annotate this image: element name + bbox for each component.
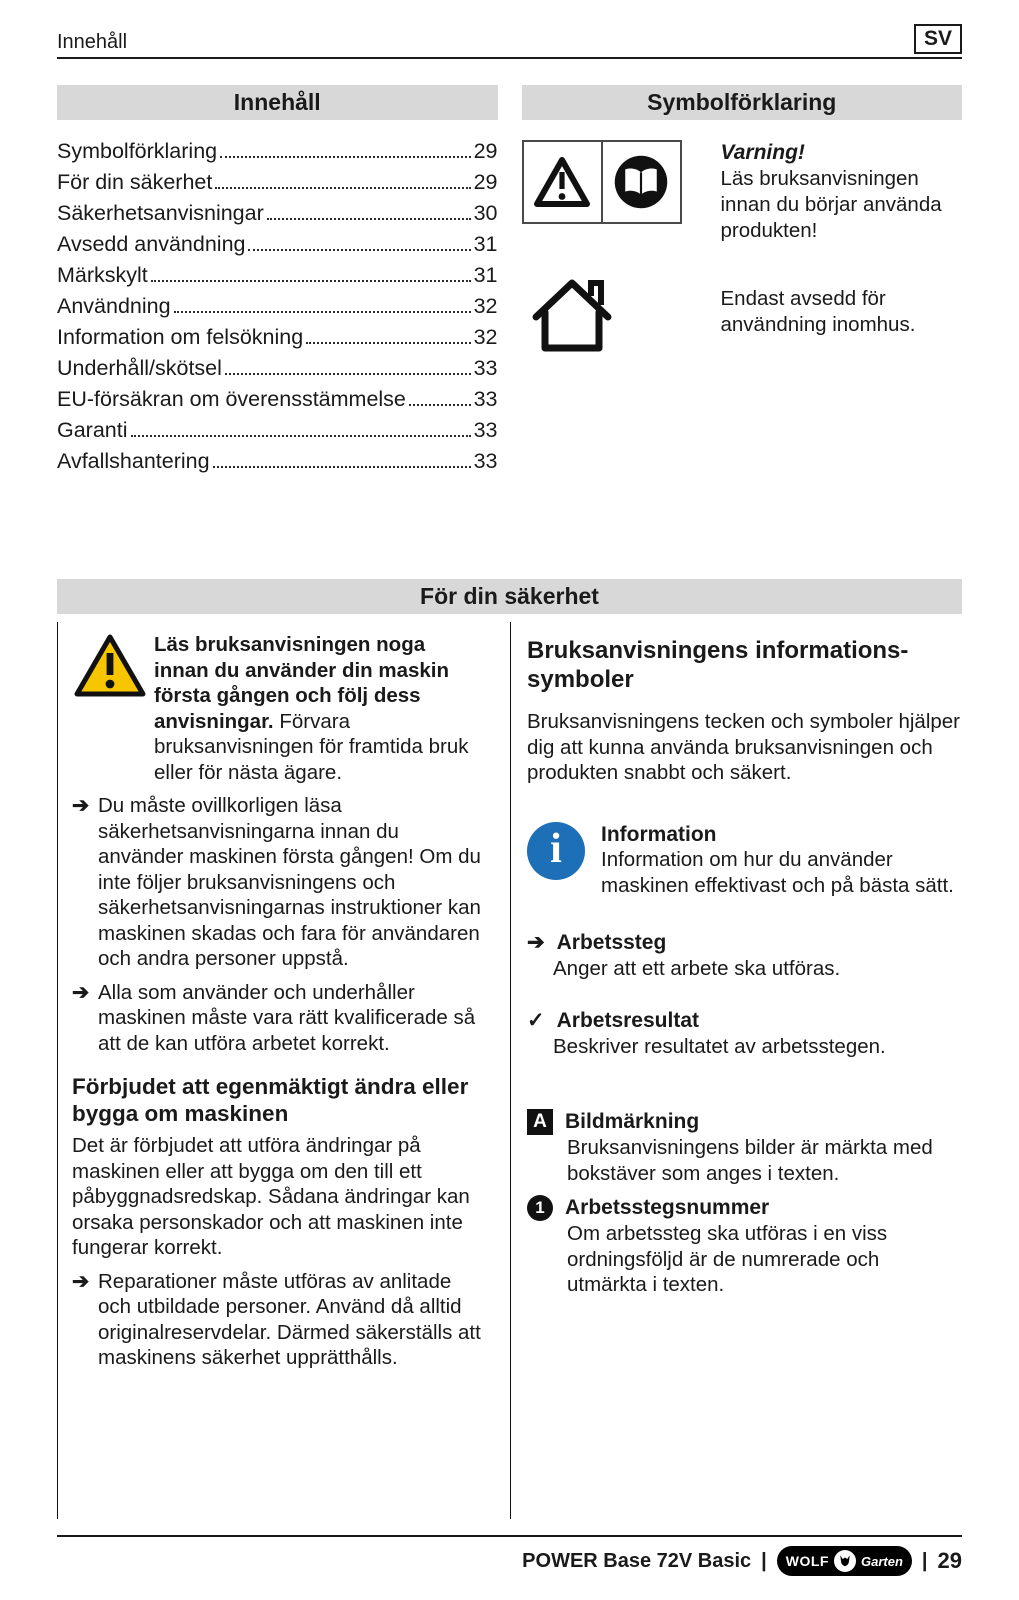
- safety-section-body: [57, 622, 962, 1519]
- toc-dot-leader: [215, 187, 470, 189]
- toc-entry-label: Märkskylt: [57, 263, 148, 287]
- safety-right-column: [510, 622, 962, 1519]
- logo-garten-text: Garten: [861, 1553, 903, 1569]
- toc-dot-leader: [131, 435, 471, 437]
- toc-title: Innehåll: [57, 85, 498, 120]
- toc-dot-leader: [151, 280, 471, 282]
- info-symbols-heading: Bruksanvisningens informations-symboler: [527, 637, 909, 693]
- arbetssteg-item: [527, 930, 962, 981]
- toc-entry: [57, 198, 498, 229]
- toc-dot-leader: [174, 311, 471, 313]
- toc-entry-page: 32: [473, 325, 498, 349]
- information-item-title: Information: [601, 822, 717, 846]
- toc-entry-page: 32: [473, 294, 498, 318]
- arrow-bullet-icon: ➔: [72, 1269, 90, 1293]
- read-manual-symbol-box: [522, 140, 682, 224]
- arbetssteg-desc: Anger att ett arbete ska utföras.: [553, 956, 841, 980]
- running-header-title: Innehåll: [57, 31, 128, 53]
- warning-triangle-icon: [522, 140, 603, 224]
- toc-entry: [57, 136, 498, 167]
- toc-entry-page: 29: [473, 139, 498, 163]
- toc-entry: [57, 322, 498, 353]
- toc-entry-page: 33: [473, 356, 498, 380]
- toc-entry: [57, 415, 498, 446]
- safety-bullet: [72, 1269, 484, 1371]
- toc-entry-label: Avsedd användning: [57, 232, 246, 256]
- arbetsresultat-item: [527, 1008, 962, 1059]
- step-number-marker-icon: 1: [527, 1195, 553, 1221]
- safety-intro: [72, 632, 484, 785]
- warning-symbol-desc: Läs bruksanvisningen innan du börjar använda produkten!: [720, 167, 942, 242]
- toc-entry: [57, 167, 498, 198]
- warning-symbol-row: [522, 140, 963, 244]
- checkmark-icon: ✓: [527, 1009, 545, 1032]
- toc-dot-leader: [306, 342, 470, 344]
- safety-bullet-text: Alla som använder och underhåller maskinen måste vara rätt kvalificerade så att de kan utföra arbetet korrekt.: [98, 980, 476, 1055]
- warning-triangle-icon: [72, 632, 150, 699]
- safety-bullet-text: Du måste ovillkorligen läsa säkerhetsanvisningarna innan du använder maskinen första gången! Om du inte följer bruksanvisningens och säkerhetsanvisningarnas instruktioner kan maskinen skadas och fara för användaren och andra personer uppstå.: [98, 794, 481, 970]
- toc-entry: [57, 229, 498, 260]
- info-icon: i: [527, 822, 585, 880]
- footer-page-number: 29: [937, 1548, 962, 1573]
- toc-entry-page: 33: [473, 418, 498, 442]
- bildmarkning-desc: Bruksanvisningens bilder är märkta med bokstäver som anges i texten.: [567, 1136, 933, 1185]
- information-item-desc: Information om hur du använder maskinen effektivast och på bästa sätt.: [601, 848, 954, 897]
- arbetsstegsnummer-item: [527, 1195, 962, 1298]
- indoor-symbol-desc: Endast avsedd för användning inomhus.: [720, 287, 916, 336]
- toc-dot-leader: [248, 249, 470, 251]
- read-book-icon: [601, 140, 682, 224]
- safety-subheading: Förbjudet att egenmäktigt ändra eller bygga om maskinen: [72, 1074, 469, 1126]
- page-footer: [57, 1535, 962, 1576]
- toc-dot-leader: [220, 156, 470, 158]
- toc-dot-leader: [213, 466, 471, 468]
- picture-label-marker-icon: A: [527, 1109, 553, 1135]
- footer-separator: |: [761, 1549, 767, 1572]
- toc-entry: [57, 260, 498, 291]
- toc-entry: [57, 291, 498, 322]
- arbetssteg-title: Arbetssteg: [556, 931, 667, 954]
- toc-entry-label: EU-försäkran om överensstämmelse: [57, 387, 406, 411]
- toc-entry-label: Avfallshantering: [57, 449, 210, 473]
- warning-symbol-text: [721, 140, 963, 244]
- arbetsresultat-desc: Beskriver resultatet av arbetsstegen.: [553, 1034, 886, 1058]
- wolf-head-icon: [834, 1550, 856, 1572]
- toc-entry-page: 31: [473, 263, 498, 287]
- safety-left-column: [58, 622, 510, 1519]
- house-icon: [522, 270, 688, 354]
- toc-entry-page: 29: [473, 170, 498, 194]
- bildmarkning-item: [527, 1109, 962, 1186]
- toc-column: [57, 85, 498, 477]
- toc-entry-label: Underhåll/skötsel: [57, 356, 222, 380]
- arbetsstegsnummer-desc: Om arbetssteg ska utföras i en viss ordningsföljd är de numrerade och utmärkta i texten.: [567, 1222, 888, 1296]
- running-header: [57, 0, 962, 59]
- toc-entry-label: Säkerhetsanvisningar: [57, 201, 264, 225]
- toc-entry-page: 33: [473, 449, 498, 473]
- toc-dot-leader: [225, 373, 471, 375]
- toc-entry-page: 30: [473, 201, 498, 225]
- safety-intro-text: [154, 632, 484, 785]
- warning-symbol-title: Varning!: [720, 141, 805, 164]
- footer-product-name: POWER Base 72V Basic: [522, 1549, 752, 1572]
- safety-bullet-text: Reparationer måste utföras av anlitade och utbildade personer. Använd då alltid originalreservdelar. Därmed säkerställs att maskinens säkerhet upprätthålls.: [98, 1269, 481, 1369]
- toc-entry: [57, 353, 498, 384]
- toc-entry-page: 33: [473, 387, 498, 411]
- toc-list: [57, 136, 498, 477]
- toc-entry: [57, 384, 498, 415]
- safety-bullet: [72, 980, 484, 1057]
- logo-wolf-text: WOLF: [785, 1553, 829, 1569]
- wolf-garten-logo: [777, 1546, 912, 1576]
- toc-dot-leader: [409, 404, 471, 406]
- toc-entry-label: Information om felsökning: [57, 325, 304, 349]
- symbols-column: [522, 85, 963, 477]
- arbetsresultat-title: Arbetsresultat: [556, 1009, 699, 1032]
- bildmarkning-title: Bildmärkning: [565, 1110, 700, 1134]
- toc-entry: [57, 446, 498, 477]
- arrow-bullet-icon: ➔: [527, 931, 545, 954]
- toc-entry-label: Symbolförklaring: [57, 139, 218, 163]
- safety-intro-bold: Läs bruksanvisningen noga innan du använder din maskin första gången och följ dess anvisningar.: [154, 633, 450, 733]
- language-badge: SV: [914, 24, 962, 54]
- safety-paragraph: Det är förbjudet att utföra ändringar på maskinen eller att bygga om den till ett påbyggnadsredskap. Sådana ändringar kan orsaka personskador och att maskinen inte fungerar korrekt.: [72, 1134, 470, 1259]
- arrow-bullet-icon: ➔: [72, 980, 90, 1004]
- information-item: [527, 822, 962, 899]
- toc-entry-label: För din säkerhet: [57, 170, 213, 194]
- information-item-text: [601, 822, 962, 899]
- safety-section-title: För din säkerhet: [57, 579, 962, 614]
- toc-entry-page: 31: [473, 232, 498, 256]
- symbols-title: Symbolförklaring: [522, 85, 963, 120]
- arbetsstegsnummer-title: Arbetsstegsnummer: [565, 1196, 770, 1220]
- safety-intro-rest: Förvara bruksanvisningen för framtida bruk eller för nästa ägare.: [154, 709, 469, 784]
- toc-entry-label: Garanti: [57, 418, 128, 442]
- info-symbols-intro: Bruksanvisningens tecken och symboler hjälper dig att kunna använda bruksanvisningen och produkten snabbt och säkert.: [527, 710, 961, 784]
- safety-bullet: [72, 793, 484, 972]
- footer-separator: |: [921, 1549, 928, 1572]
- indoor-symbol-row: [522, 270, 963, 354]
- top-columns: [57, 85, 962, 477]
- toc-dot-leader: [267, 218, 471, 220]
- arrow-bullet-icon: ➔: [72, 794, 90, 817]
- toc-entry-label: Användning: [57, 294, 171, 318]
